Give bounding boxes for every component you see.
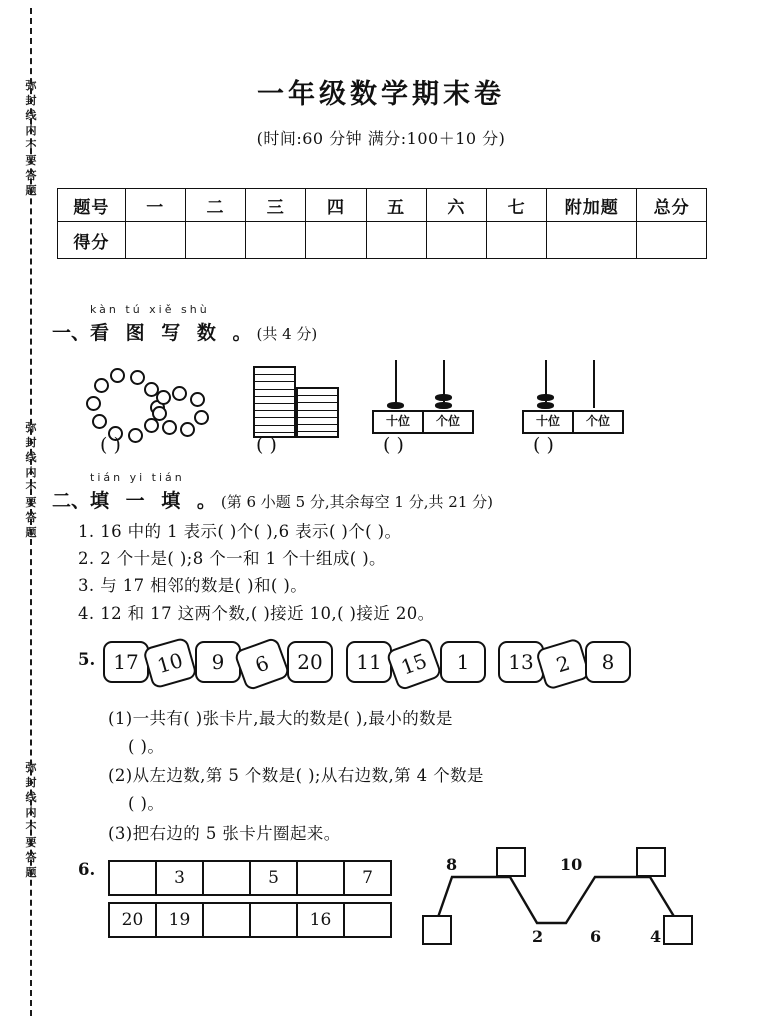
number-card[interactable]: 11 (346, 641, 392, 683)
seal-char: 要 (25, 836, 37, 849)
score-col-4: 四 (306, 189, 366, 222)
seal-char: 封 (25, 94, 37, 107)
question-item-5-sub-3[interactable]: (3)把右边的 5 张卡片圈起来。 (108, 824, 341, 843)
zigzag-label-valley-4: 4 (650, 927, 662, 946)
seal-char: 内 (25, 466, 37, 479)
answer-blank-4[interactable]: ( ) (533, 434, 554, 456)
score-cell[interactable] (125, 222, 185, 259)
grid-cell[interactable]: 5 (250, 861, 297, 895)
bead-tens-1 (387, 402, 404, 409)
seal-char: 内 (25, 124, 37, 137)
bead-tens-1 (537, 394, 554, 401)
seal-char: 要 (25, 496, 37, 509)
seal-char: 线 (25, 791, 37, 804)
bar-column-left (253, 366, 296, 438)
question-item-3[interactable]: 3. 与 17 相邻的数是( )和( )。 (78, 576, 308, 595)
seal-char: 不 (25, 481, 37, 494)
grid-cell[interactable]: 7 (344, 861, 391, 895)
number-card[interactable]: 2 (535, 637, 591, 691)
seal-char: 答 (25, 511, 37, 524)
zigzag-label-peak-3: 10 (560, 855, 583, 874)
section-2-title: 填 一 填 。 (90, 490, 221, 512)
zigzag-label-valley-3: 6 (590, 927, 602, 946)
seal-char: 封 (25, 436, 37, 449)
zigzag-label-valley-2: 2 (532, 927, 544, 946)
place-value-base-2 (522, 410, 624, 434)
seal-char: 题 (25, 866, 37, 879)
grid-cell[interactable] (109, 861, 156, 895)
table-row-header (58, 189, 707, 222)
score-col-1: 一 (125, 189, 185, 222)
score-col-total: 总分 (637, 189, 707, 222)
score-cell[interactable] (426, 222, 486, 259)
seal-char: 不 (25, 139, 37, 152)
page-title: 一年级数学期末卷 (257, 79, 505, 110)
score-col-6: 六 (426, 189, 486, 222)
zigzag-box-peak-2[interactable] (496, 847, 526, 877)
question-item-5-label: 5. (78, 650, 96, 669)
score-cell[interactable] (306, 222, 366, 259)
grid-cell[interactable]: 3 (156, 861, 203, 895)
seal-char: 内 (25, 806, 37, 819)
question-item-4[interactable]: 4. 12 和 17 这两个数,( )接近 10,( )接近 20。 (78, 604, 435, 623)
question-item-6-label: 6. (78, 860, 96, 879)
number-card[interactable]: 6 (233, 636, 291, 691)
seal-char: 题 (25, 526, 37, 539)
section-2-pinyin: tián yi tián (90, 471, 185, 484)
zigzag-box-valley-1[interactable] (422, 915, 452, 945)
section-1-pinyin: kàn tú xiě shù (90, 303, 210, 316)
ones-label: 个位 (435, 414, 460, 428)
grid-cell[interactable]: 16 (297, 903, 344, 937)
bead-ones-2 (435, 402, 452, 409)
number-card[interactable]: 1 (440, 641, 486, 683)
grid-cell[interactable] (250, 903, 297, 937)
score-table-rowlabel: 题号 (58, 189, 126, 222)
seal-char: 线 (25, 109, 37, 122)
section-1-title-line (52, 318, 317, 345)
ones-label: 个位 (585, 414, 610, 428)
place-value-figure-2 (522, 360, 626, 432)
seal-char: 弥 (25, 79, 37, 92)
answer-blank-3[interactable]: ( ) (383, 434, 404, 456)
number-sequence-grid (108, 860, 392, 938)
rod-ones (593, 360, 595, 408)
number-card[interactable]: 8 (585, 641, 631, 683)
grid-cell[interactable] (203, 861, 250, 895)
seal-char: 答 (25, 851, 37, 864)
score-col-extra: 附加题 (547, 189, 637, 222)
score-cell[interactable] (185, 222, 245, 259)
grid-cell[interactable]: 19 (156, 903, 203, 937)
question-item-5-sub-1[interactable]: (1)一共有( )张卡片,最大的数是( ),最小的数是 (108, 709, 453, 728)
score-cell[interactable] (637, 222, 707, 259)
section-1-title: 看 图 写 数 。 (90, 322, 257, 344)
seal-char: 不 (25, 821, 37, 834)
table-row-scores (58, 222, 707, 259)
grid-row-2-table (108, 902, 392, 938)
score-col-2: 二 (185, 189, 245, 222)
question-item-5-sub-2-cont[interactable]: ( )。 (128, 794, 165, 813)
seal-char: 封 (25, 776, 37, 789)
number-card[interactable]: 15 (385, 636, 443, 691)
bead-ring-small (150, 386, 230, 442)
grid-cell[interactable] (203, 903, 250, 937)
grid-cell[interactable]: 20 (109, 903, 156, 937)
seal-char: 弥 (25, 421, 37, 434)
number-card[interactable]: 13 (498, 641, 544, 683)
table-row (109, 861, 391, 895)
grid-row-1-table (108, 860, 392, 896)
question-item-1[interactable]: 1. 16 中的 1 表示( )个( ),6 表示( )个( )。 (78, 522, 402, 541)
section-2-note: (第 6 小题 5 分,其余每空 1 分,共 21 分) (220, 493, 493, 511)
question-item-5-sub-1-cont[interactable]: ( )。 (128, 737, 165, 756)
rod-tens (395, 360, 397, 408)
zigzag-label-peak-1: 8 (446, 855, 458, 874)
seal-char: 要 (25, 154, 37, 167)
answer-blank-2[interactable]: ( ) (256, 434, 277, 456)
place-value-base-1 (372, 410, 474, 434)
score-cell[interactable] (487, 222, 547, 259)
tens-label: 十位 (524, 412, 574, 432)
seal-char: 线 (25, 451, 37, 464)
grid-cell[interactable] (297, 861, 344, 895)
zigzag-box-peak-4[interactable] (636, 847, 666, 877)
question-item-5-sub-2[interactable]: (2)从左边数,第 5 个数是( );从右边数,第 4 个数是 (108, 766, 484, 785)
score-table (57, 188, 707, 259)
question-item-2[interactable]: 2. 2 个十是( );8 个一和 1 个十组成( )。 (78, 549, 386, 568)
score-col-7: 七 (487, 189, 547, 222)
section-2-heading (52, 471, 493, 513)
seal-char: 弥 (25, 761, 37, 774)
score-cell[interactable] (547, 222, 637, 259)
seal-char: 答 (25, 169, 37, 182)
seal-text-bottom (18, 760, 44, 880)
bead-ones-1 (435, 394, 452, 401)
exam-meta: (时间:60 分钟 满分:100＋10 分) (256, 129, 506, 148)
number-card[interactable]: 20 (287, 641, 333, 683)
place-value-figure-1 (372, 360, 476, 432)
number-card[interactable]: 17 (103, 641, 149, 683)
section-1-note: (共 4 分) (256, 325, 318, 343)
section-2-number: 二、 (52, 490, 91, 512)
section-1-figures (0, 360, 762, 470)
score-col-5: 五 (366, 189, 426, 222)
bead-tens-2 (537, 402, 554, 409)
score-table-rowlabel: 得分 (58, 222, 126, 259)
score-cell[interactable] (366, 222, 426, 259)
score-col-3: 三 (246, 189, 306, 222)
section-2-title-line (52, 486, 493, 513)
zigzag-box-valley-5[interactable] (663, 915, 693, 945)
section-1-heading (52, 303, 318, 345)
bar-column-right (296, 387, 339, 438)
grid-cell[interactable] (344, 903, 391, 937)
number-card[interactable]: 10 (142, 636, 198, 689)
section-1-number: 一、 (52, 322, 91, 344)
answer-blank-1[interactable]: ( ) (100, 434, 121, 456)
number-card[interactable]: 9 (195, 641, 241, 683)
tens-label: 十位 (374, 412, 424, 432)
seal-char: 题 (25, 184, 37, 197)
score-cell[interactable] (246, 222, 306, 259)
zigzag-number-chain (420, 845, 710, 955)
table-row (109, 903, 391, 937)
